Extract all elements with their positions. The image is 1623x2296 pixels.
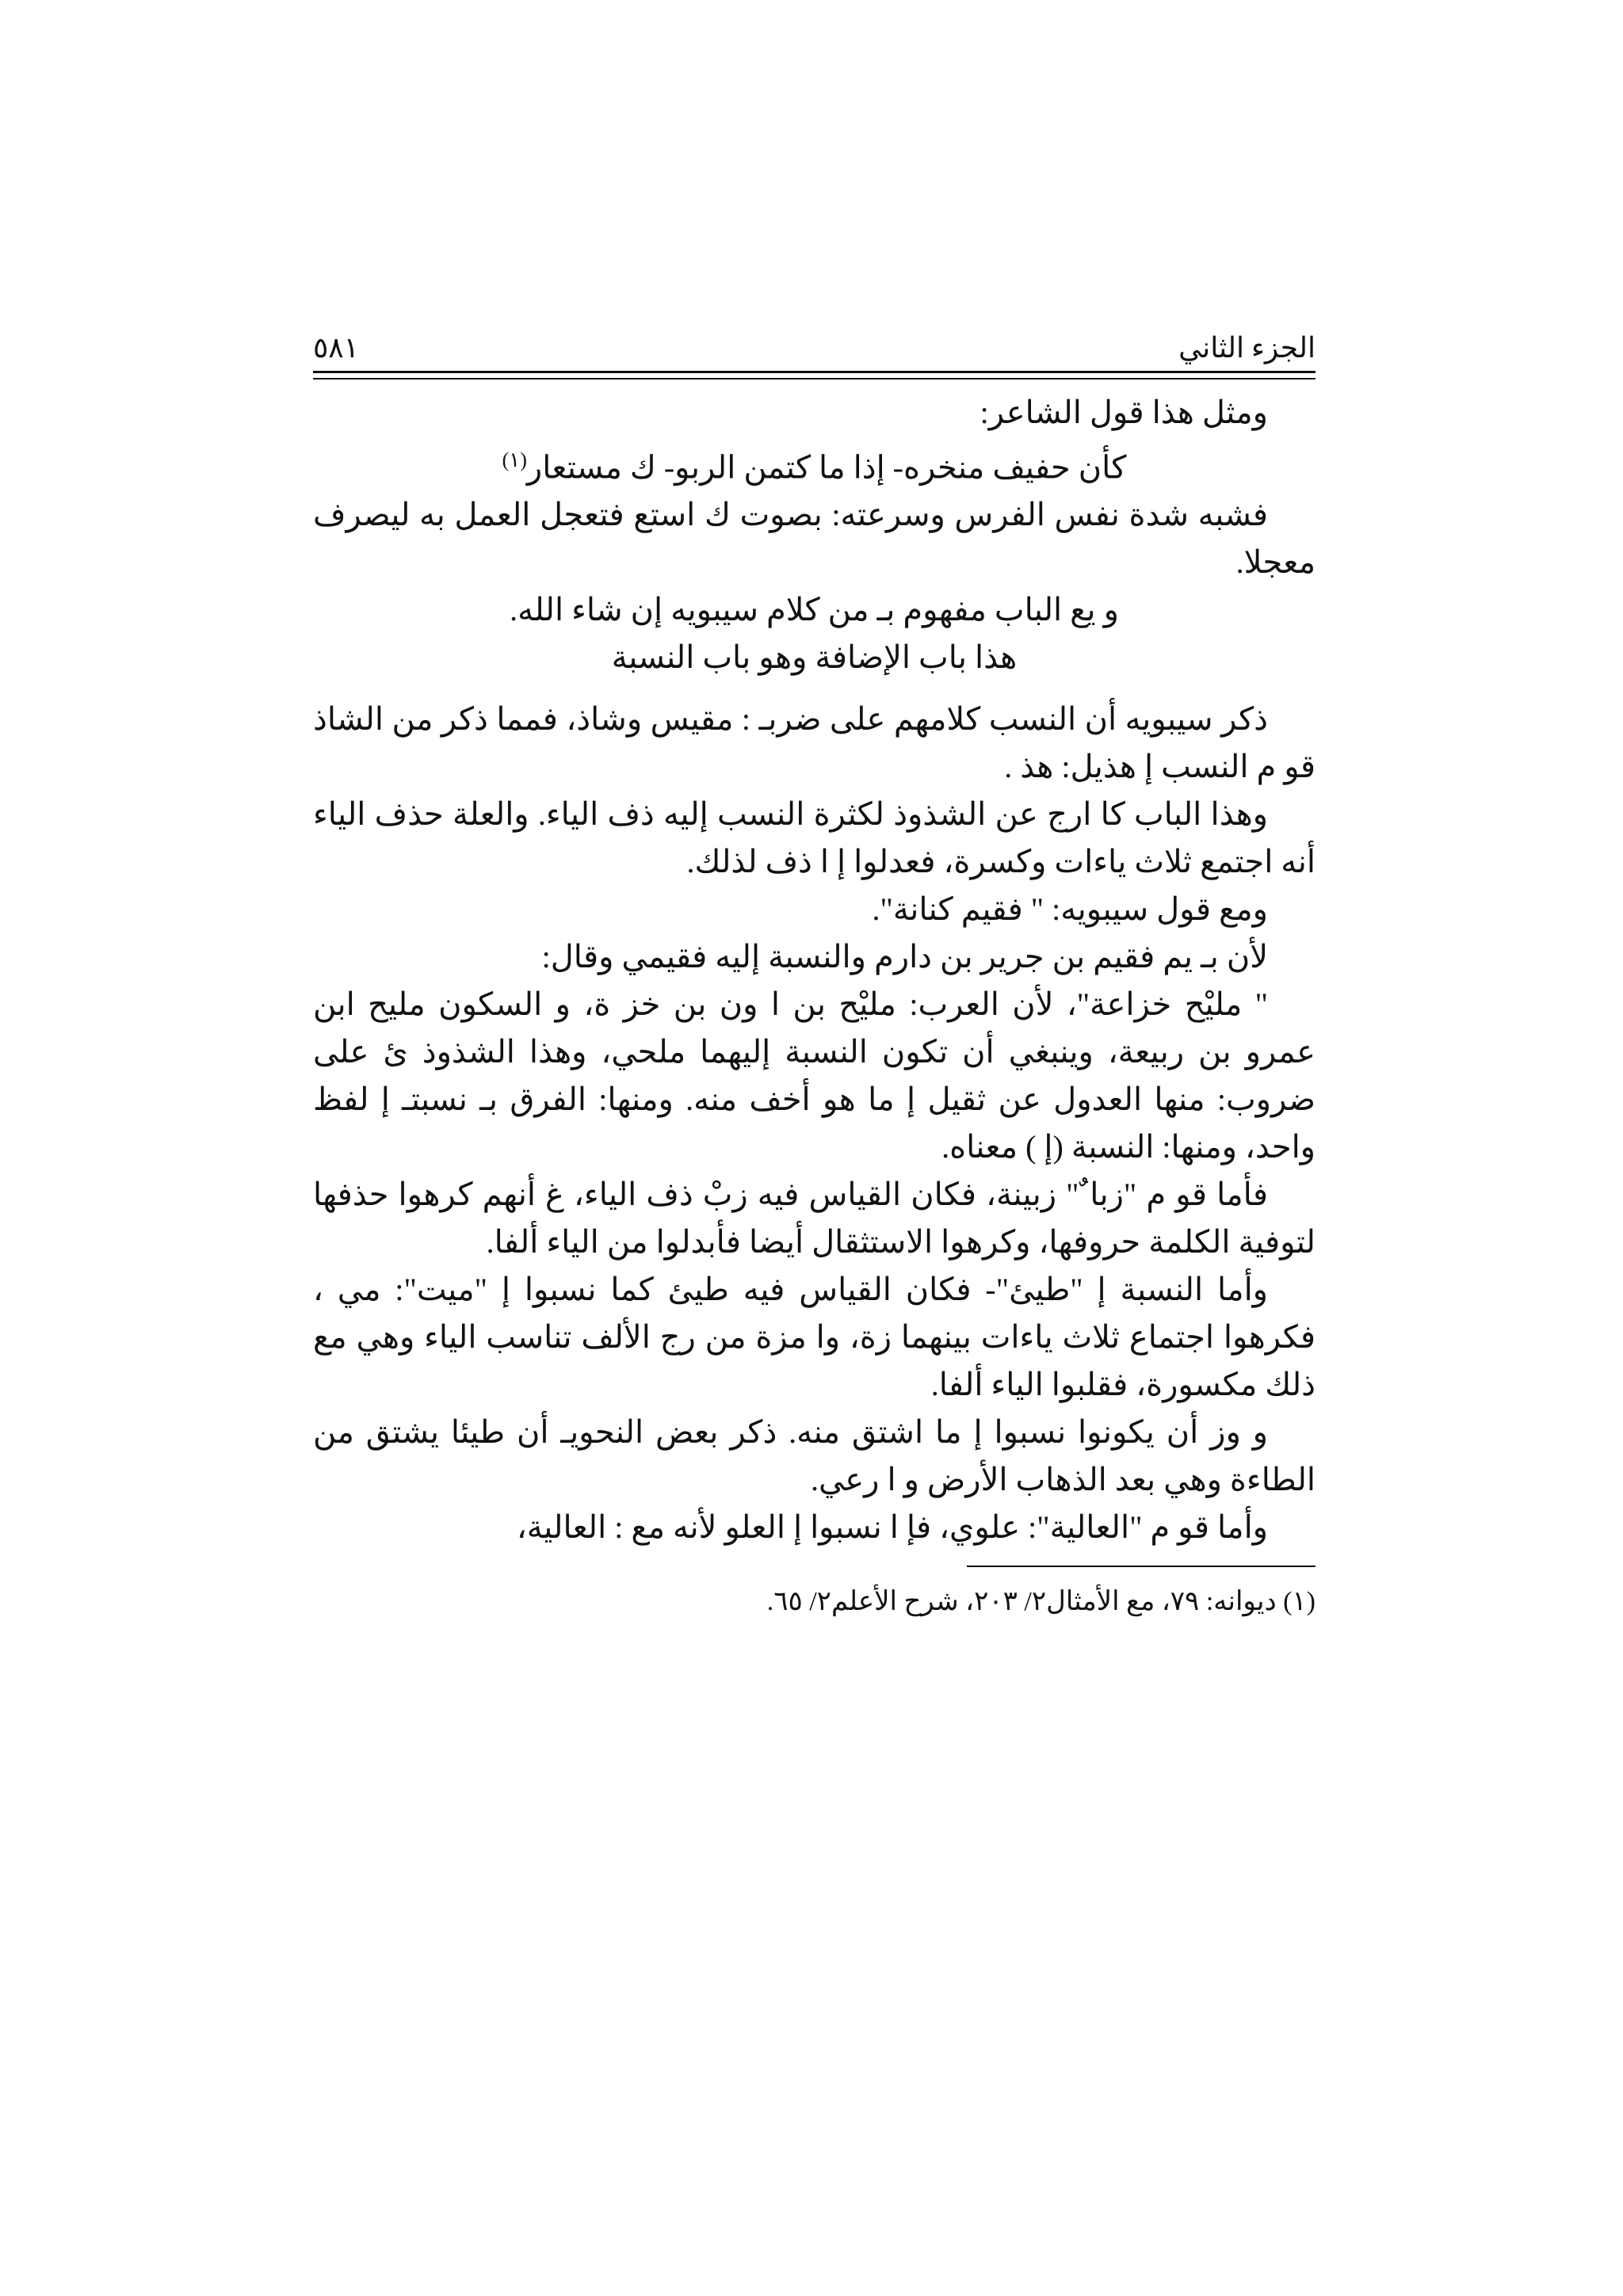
- paragraph: فشبه شدة نفس الفرس وسرعته: بصوت ك استع فتعجل العمل به ليصرف معجلا.: [313, 497, 1316, 581]
- paragraph: ومثل هذا قول الشاعر:: [980, 395, 1268, 430]
- header-rule: [313, 371, 1316, 379]
- paragraph: وهذا الباب كا ارج عن الشذوذ لكثرة النسب إليه ذف الياء. والعلة حذف الياء أنه اجتمع ثلاث ياءات وكسرة، فعدلوا إ ا ذف لذلك.: [313, 796, 1316, 880]
- paragraph: لأن بـ يم فقيم بن جرير بن دارم والنسبة إليه فقيمي وقال:: [541, 939, 1268, 975]
- book-page: [313, 317, 1316, 1623]
- chapter-heading: هذا باب الإضافة وهو باب النسبة: [611, 639, 1018, 676]
- paragraph: فأما قو م "زبا ٌ" زبينة، فكان القياس فيه زبْ ذف الياء، غ أنهم كرهوا حذفها لتوفية الكلمة حروفها، وكرهوا الاستثقال أيضا فأبدلوا من الياء ألفا.: [313, 1177, 1316, 1261]
- footnote-separator: [967, 1566, 1316, 1567]
- verse-text: كأن حفيف منخره- إذا ما كتمن الربو- ك مستعار: [526, 449, 1127, 486]
- page-number: ٥٨١: [313, 332, 360, 364]
- spacer: [313, 681, 1316, 696]
- paragraph: " مليْح خزاعة"، لأن العرب: مليْح بن ا ون بن خز ة، و السكون مليح ابن عمرو بن ربيعة، وينبغي أن تكون النسبة إليهما ملحي، وهذا الشذوذ ئ على ضروب: منها العدول عن ثقيل إ ما هو أخف منه. ومنها: الفرق بـ نسبتـ إ لفظ واحد، ومنها: النسبة (إ ) معناه.: [313, 986, 1316, 1165]
- section-title: الجزء الثاني: [1178, 332, 1316, 364]
- running-header: [313, 317, 1316, 368]
- paragraph: و يع الباب مفهوم بـ من كلام سيبويه إن شاء الله.: [510, 592, 1119, 628]
- paragraph: و وز أن يكونوا نسبوا إ ما اشتق منه. ذكر بعض النحويـ أن طيئا يشتق من الطاءة وهي بعد الذهاب الأرض و ا رعي.: [313, 1414, 1316, 1498]
- paragraph: وأما النسبة إ "طيئ"- فكان القياس فيه طيئ كما نسبوا إ "ميت": مي ، فكرهوا اجتماع ثلاث ياءات بينهما زة، وا مزة من رج الألف تناسب الياء وهي مع ذلك مكسورة، فقلبوا الياء ألفا.: [313, 1272, 1316, 1403]
- paragraph: وأما قو م "العالية": علوي، فإ ا نسبوا إ العلو لأنه مع : العالية،: [516, 1509, 1268, 1546]
- footnote-marker: (١): [502, 448, 527, 471]
- footnote: (١) ديوانه: ٧٩، مع الأمثال٢/ ٢٠٣، شرح الأعلم٢/ ٦٥.: [766, 1587, 1316, 1617]
- paragraph: ومع قول سيبويه: " فقيم كنانة".: [872, 891, 1268, 928]
- poetry-verse: [313, 437, 1316, 491]
- main-text: [313, 389, 1316, 1551]
- paragraph: ذكر سيبويه أن النسب كلامهم على ضربـ : مقيس وشاذ، فمما ذكر من الشاذ قو م النسب إ هذيل: هذ .: [313, 701, 1316, 785]
